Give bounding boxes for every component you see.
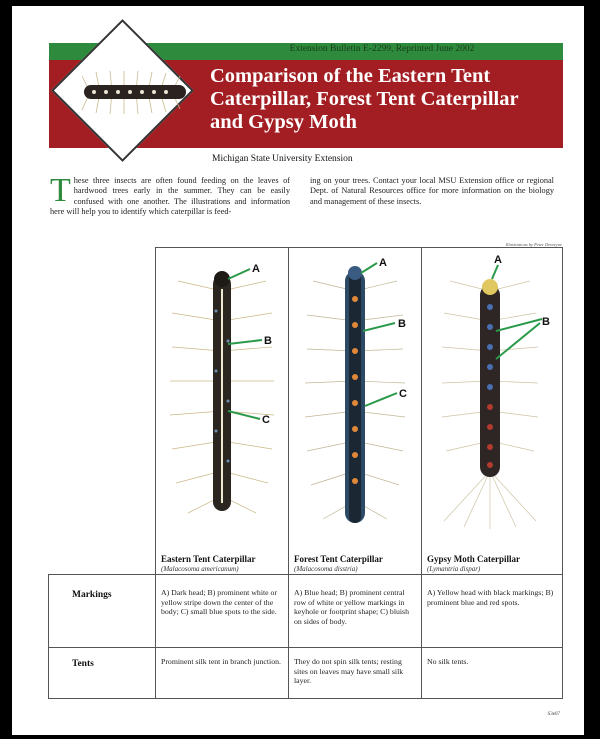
column-header-eastern: Eastern Tent Caterpillar [161, 554, 256, 564]
label-a: A [252, 263, 260, 275]
gypsy-moth-caterpillar-illustration [424, 251, 560, 531]
markings-eastern: A) Dark head; B) prominent white or yellow stripe down the center of the body; C) small blue spots to the side. [161, 588, 278, 617]
label-c: C [262, 414, 270, 426]
markings-gypsy: A) Yellow head with black markings; B) prominent blue and red spots. [427, 588, 554, 607]
label-a: A [494, 254, 502, 266]
tents-gypsy: No silk tents. [427, 657, 469, 666]
tents-eastern: Prominent silk tent in branch junction. [161, 657, 281, 666]
publisher-line: Michigan State University Extension [212, 154, 353, 164]
intro-column-2: ing on your trees. Contact your local MSU Extension office or regional Dept. of Natural Resources office for more information on the biology and management of these insects. [310, 176, 554, 206]
label-b: B [398, 318, 406, 330]
row-header-tents: Tents [72, 659, 94, 669]
intro-text-1: hese three insects are often found feeding on the leaves of hardwood trees early in the summer. They can be easily confused with one another. The illustrations and information here will help you to identify which caterpillar is feed- [50, 176, 290, 216]
bulletin-number: Extension Bulletin E-2299, Reprinted June 2002 [289, 44, 475, 54]
comparison-table [48, 247, 563, 699]
label-b: B [264, 335, 272, 347]
label-c: C [399, 388, 407, 400]
column-header-gypsy: Gypsy Moth Caterpillar [427, 554, 520, 564]
drop-cap: T [50, 172, 71, 209]
illustration-credit: Illustrations by Peter Denteyne [505, 242, 562, 247]
caterpillar-logo-icon [70, 68, 200, 116]
label-a: A [379, 257, 387, 269]
bulletin-page [12, 6, 584, 735]
row-header-markings: Markings [72, 590, 112, 600]
scientific-name-forest: (Malacosoma disstria) [294, 565, 358, 573]
intro-column-1 [50, 172, 290, 217]
tents-forest: They do not spin silk tents; resting sites on leaves may have small silk layer. [294, 657, 404, 686]
forest-tent-caterpillar-illustration [291, 251, 419, 531]
markings-forest: A) Blue head; B) prominent central row of white or yellow markings in keyhole or footprint shape; C) bluish on sides of body. [294, 588, 409, 626]
scientific-name-gypsy: (Lymantria dispar) [427, 565, 481, 573]
column-header-forest: Forest Tent Caterpillar [294, 554, 383, 564]
scientific-name-eastern: (Malacosoma americanum) [161, 565, 239, 573]
page-title: Comparison of the Eastern Tent Caterpillar, Forest Tent Caterpillar and Gypsy Moth [210, 65, 519, 133]
eastern-tent-caterpillar-illustration [158, 251, 286, 521]
label-b: B [542, 316, 550, 328]
figure-code: S3e07 [547, 712, 560, 717]
